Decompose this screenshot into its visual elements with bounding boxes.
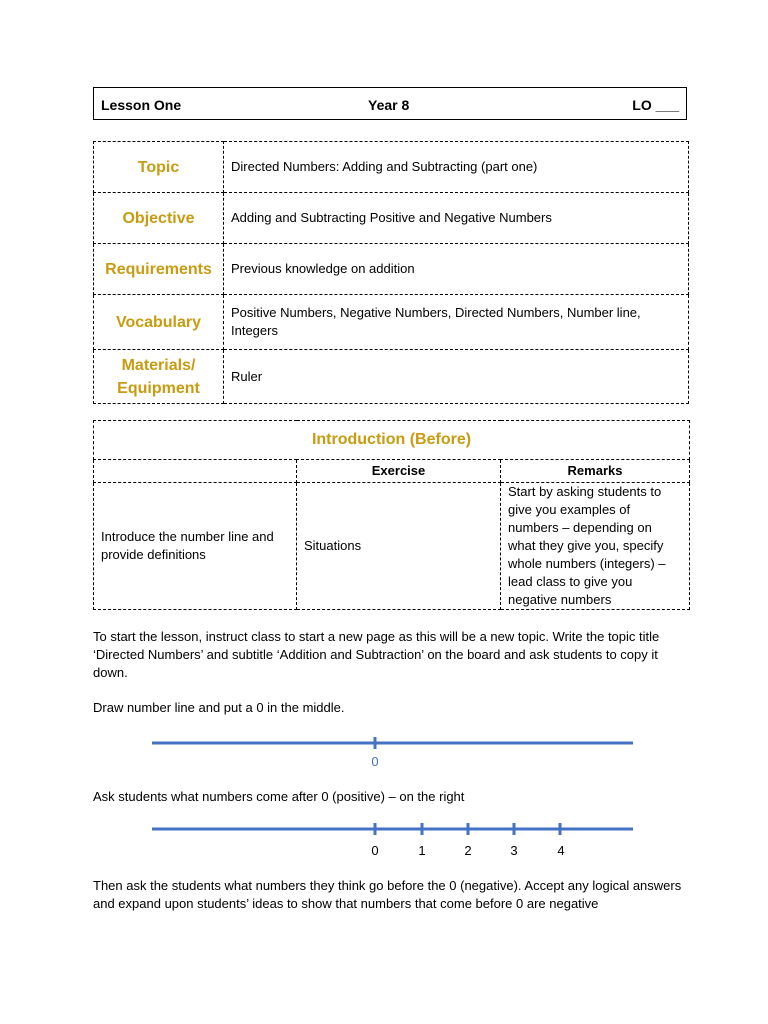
number-line-label: 1 xyxy=(418,843,426,858)
remarks-cell: Start by asking students to give you examples of numbers – depending on what they give you, specify whole numbers (integers) – lead class to give you negative numbers xyxy=(501,483,690,610)
introduction-title: Introduction (Before) xyxy=(94,421,690,460)
number-line-label: 3 xyxy=(510,843,518,858)
number-line-label: 0 xyxy=(371,754,379,769)
info-label: Topic xyxy=(94,142,224,193)
info-row-materials xyxy=(94,350,689,404)
number-line-positive xyxy=(0,815,768,860)
info-label: Vocabulary xyxy=(94,295,224,350)
lesson-title: Lesson One xyxy=(101,97,182,113)
number-line-zero xyxy=(0,730,768,775)
exercise-cell: Situations xyxy=(297,483,501,610)
instruction-paragraph: Draw number line and put a 0 in the middle. xyxy=(93,700,345,715)
info-value: Adding and Subtracting Positive and Negative Numbers xyxy=(224,193,689,244)
year-label: Year 8 xyxy=(368,97,410,113)
lesson-info-table xyxy=(93,141,689,404)
number-line-label: 4 xyxy=(557,843,565,858)
number-line-label: 2 xyxy=(464,843,472,858)
number-line-label: 0 xyxy=(371,843,379,858)
info-value: Directed Numbers: Adding and Subtracting (part one) xyxy=(224,142,689,193)
info-row-objective xyxy=(94,193,689,244)
info-label: Objective xyxy=(94,193,224,244)
info-value: Positive Numbers, Negative Numbers, Directed Numbers, Number line, Integers xyxy=(224,295,689,350)
info-row-topic xyxy=(94,142,689,193)
table-row xyxy=(94,483,690,610)
column-header-activity xyxy=(94,460,297,483)
lo-label: LO ___ xyxy=(632,97,679,113)
info-value: Previous knowledge on addition xyxy=(224,244,689,295)
instruction-paragraph: Then ask the students what numbers they think go before the 0 (negative). Accept any logical answers and expand upon students’ ideas to show that numbers that come before 0 are negative xyxy=(93,878,682,911)
info-label: Materials/ Equipment xyxy=(94,350,224,404)
info-label: Requirements xyxy=(94,244,224,295)
column-header-exercise: Exercise xyxy=(297,460,501,483)
lesson-header xyxy=(93,87,687,120)
introduction-table xyxy=(93,420,690,610)
instruction-paragraph: To start the lesson, instruct class to start a new page as this will be a new topic. Write the topic title ‘Directed Numbers’ and subtitle ‘Addition and Subtraction’ on the board and ask students to copy it down. xyxy=(93,629,660,680)
column-header-remarks: Remarks xyxy=(501,460,690,483)
info-row-vocabulary xyxy=(94,295,689,350)
instruction-paragraph: Ask students what numbers come after 0 (positive) – on the right xyxy=(93,789,465,804)
info-value: Ruler xyxy=(224,350,689,404)
info-row-requirements xyxy=(94,244,689,295)
activity-cell: Introduce the number line and provide definitions xyxy=(94,483,297,610)
